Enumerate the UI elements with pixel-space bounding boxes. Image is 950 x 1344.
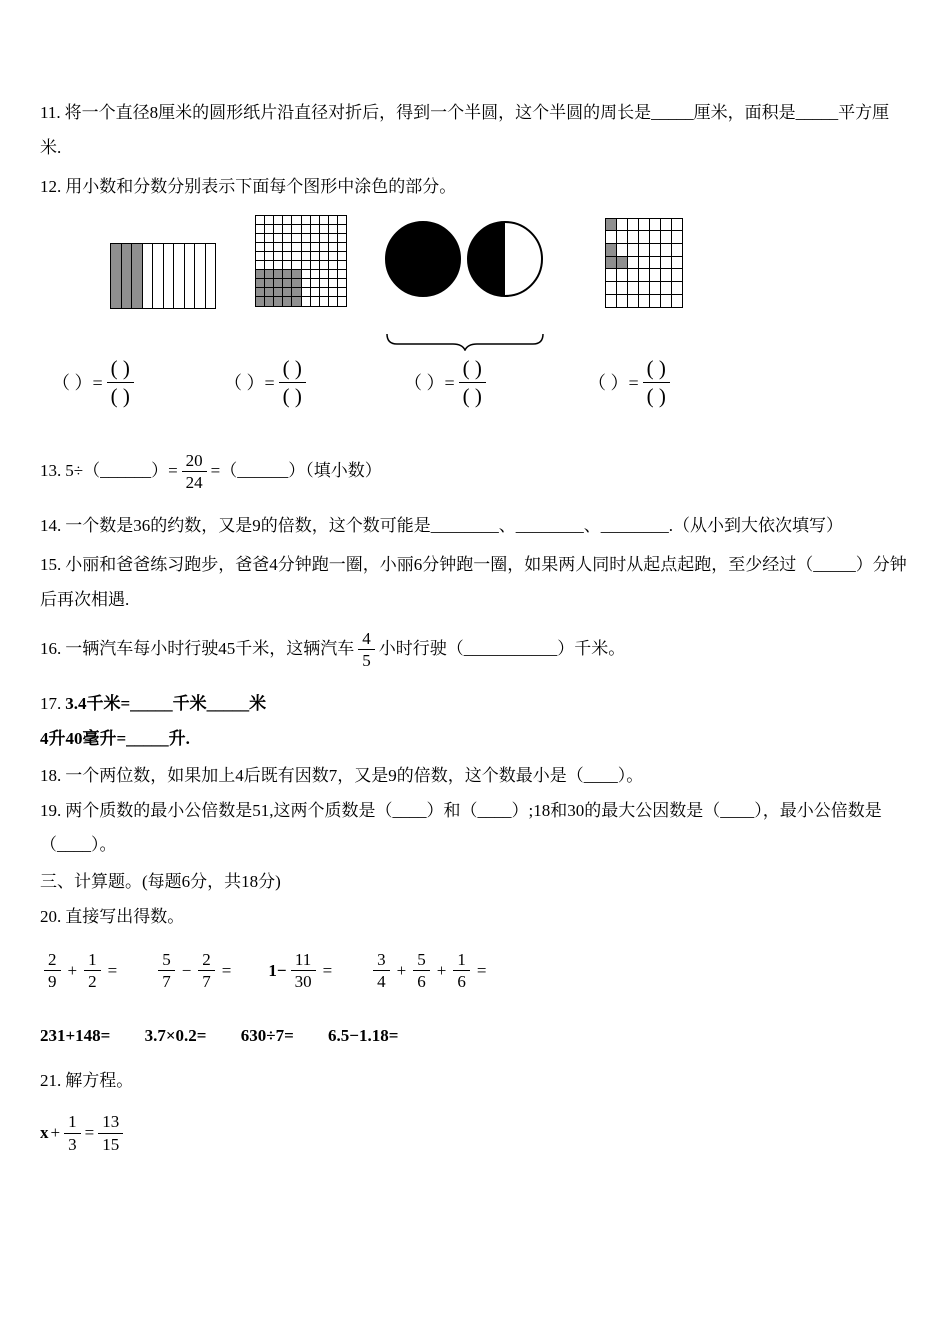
fraction-1-3 (64, 1111, 81, 1155)
grid-cell (628, 257, 638, 269)
grid-cell (329, 225, 337, 233)
grid-cell (606, 295, 616, 307)
grid-cell (628, 219, 638, 231)
denominator-blank: ( ) (643, 382, 670, 410)
grid-cell (672, 269, 682, 281)
numerator: 4 (362, 628, 371, 648)
answer-blank-fraction-4 (588, 355, 674, 411)
grid-cell (672, 231, 682, 243)
grid-cell (639, 282, 649, 294)
grid-cell (292, 261, 300, 269)
grid-cell (639, 295, 649, 307)
numerator: 1 (68, 1112, 77, 1132)
grid-cell (650, 244, 660, 256)
question-21-number: 21. (40, 1071, 62, 1091)
shaded-cell (274, 270, 282, 278)
grid-cell (311, 288, 319, 296)
grid-cell (329, 297, 337, 305)
grid-cell (320, 297, 328, 305)
grid-cell (283, 225, 291, 233)
question-12-text: 用小数和分数分别表示下面每个图形中涂色的部分。 (65, 176, 457, 196)
grid-cell (639, 219, 649, 231)
grid-cell (338, 243, 346, 251)
question-14-number: 14. (40, 516, 62, 536)
shaded-cell (265, 270, 273, 278)
question-19-text: 两个质数的最小公倍数是51,这两个质数是（____）和（____）;18和30的最大公因数是（____），最小公倍数是（____）。 (40, 800, 882, 855)
grid-cell (265, 261, 273, 269)
question-13-post: =（______）（填小数） (210, 460, 382, 480)
grid-cell (292, 252, 300, 260)
grid-cell (320, 243, 328, 251)
question-11-number: 11. (40, 103, 61, 122)
grid-cell (617, 231, 627, 243)
grid-cell (302, 297, 310, 305)
numerator: 2 (202, 949, 211, 969)
empty-fraction (279, 355, 306, 411)
figure-strip-grid (110, 243, 216, 309)
shaded-cell (274, 288, 282, 296)
question-14 (40, 509, 910, 544)
question-11 (40, 96, 910, 166)
minus-operator: − (181, 960, 192, 980)
grid-cell (185, 244, 195, 308)
arith-expression: 3.7×0.2= (144, 1026, 207, 1046)
question-20 (40, 900, 910, 935)
denominator: 4 (373, 970, 390, 992)
grid-cell (320, 225, 328, 233)
fraction-4-5 (358, 628, 375, 672)
underbrace-icon (385, 331, 545, 351)
grid-cell (650, 295, 660, 307)
grid-cell (639, 244, 649, 256)
circle-fully-shaded (385, 221, 461, 297)
question-20-expressions (40, 949, 910, 993)
blank-equals: （ ）= (588, 373, 639, 394)
grid-cell (628, 295, 638, 307)
denominator: 3 (64, 1133, 81, 1155)
grid-cell (628, 282, 638, 294)
grid-cell (311, 225, 319, 233)
shaded-cell (256, 270, 264, 278)
question-13 (40, 450, 910, 494)
grid-cell (338, 234, 346, 242)
arith-expression: 630÷7= (240, 1026, 294, 1046)
question-18-number: 18. (40, 765, 62, 785)
equals-sign: = (476, 960, 487, 980)
shaded-cell (283, 270, 291, 278)
shaded-cell (132, 244, 142, 308)
question-18-text: 一个两位数，如果加上4后既有因数7，又是9的倍数，这个数最小是（____）。 (65, 765, 644, 785)
grid-cell (329, 216, 337, 224)
question-20-arithmetic-row (40, 1026, 910, 1046)
fraction (158, 949, 175, 993)
question-11-text: 将一个直径8厘米的圆形纸片沿直径对折后，得到一个半圆，这个半圆的周长是_____厘米，面积是_____平方厘米. (40, 103, 890, 157)
grid-cell (628, 231, 638, 243)
grid-cell (338, 252, 346, 260)
equals-sign: = (221, 960, 232, 980)
grid-cell (329, 270, 337, 278)
grid-cell (320, 216, 328, 224)
grid-cell (256, 225, 264, 233)
figure-hundred-grid (255, 215, 347, 307)
numerator: 11 (294, 949, 312, 969)
question-12-figures (40, 215, 910, 420)
grid-cell (639, 269, 649, 281)
denominator: 6 (453, 970, 470, 992)
equals-sign: = (322, 960, 333, 980)
grid-cell (265, 225, 273, 233)
denominator: 7 (198, 970, 215, 992)
shaded-cell (274, 297, 282, 305)
shaded-cell (283, 279, 291, 287)
expression-3 (268, 949, 335, 993)
shaded-cell (606, 219, 616, 231)
grid-cell (302, 252, 310, 260)
shaded-cell (265, 297, 273, 305)
grid-cell (256, 243, 264, 251)
denominator-blank: ( ) (107, 382, 134, 410)
grid-cell (650, 231, 660, 243)
arith-expression: 231+148= (40, 1026, 111, 1046)
grid-cell (320, 261, 328, 269)
question-19 (40, 794, 910, 864)
grid-cell (256, 216, 264, 224)
blank-equals: （ ）= (52, 373, 103, 394)
denominator: 7 (158, 970, 175, 992)
grid-cell (672, 295, 682, 307)
circle-half-shaded (467, 221, 543, 297)
grid-cell (338, 261, 346, 269)
grid-cell (302, 225, 310, 233)
grid-cell (320, 279, 328, 287)
fraction-13-15 (98, 1111, 123, 1155)
grid-cell (274, 216, 282, 224)
answer-blank-fraction-1 (52, 355, 138, 411)
question-17 (40, 687, 910, 757)
grid-cell (274, 243, 282, 251)
grid-cell (283, 252, 291, 260)
question-18 (40, 759, 910, 794)
shaded-cell (292, 288, 300, 296)
question-13-number: 13. (40, 460, 62, 480)
grid-cell (206, 244, 216, 308)
question-21-equation (40, 1111, 910, 1155)
grid-cell (311, 261, 319, 269)
grid-cell (606, 269, 616, 281)
grid-cell (302, 216, 310, 224)
grid-cell (338, 270, 346, 278)
grid-cell (265, 234, 273, 242)
grid-cell (338, 279, 346, 287)
grid-cell (274, 252, 282, 260)
grid-cell (311, 297, 319, 305)
grid-cell (650, 282, 660, 294)
grid-cell (302, 288, 310, 296)
equals-sign: = (107, 960, 118, 980)
question-16 (40, 628, 910, 672)
expression-2 (154, 949, 234, 993)
grid-cell (661, 257, 671, 269)
grid-cell (661, 295, 671, 307)
figure-circles (385, 221, 543, 297)
numerator: 1 (457, 949, 466, 969)
shaded-cell (111, 244, 121, 308)
grid-cell (661, 244, 671, 256)
grid-cell (338, 288, 346, 296)
fraction (198, 949, 215, 993)
numerator-blank: ( ) (282, 355, 302, 380)
grid-cell (672, 282, 682, 294)
grid-cell (302, 261, 310, 269)
question-21 (40, 1064, 910, 1099)
grid-cell (672, 244, 682, 256)
shaded-cell (292, 279, 300, 287)
grid-cell (256, 261, 264, 269)
section-3-header (40, 865, 910, 900)
one-minus: 1− (268, 960, 287, 980)
question-12-number: 12. (40, 176, 62, 196)
shaded-cell (265, 279, 273, 287)
grid-cell (311, 252, 319, 260)
grid-cell (617, 269, 627, 281)
grid-cell (650, 269, 660, 281)
shaded-cell (292, 270, 300, 278)
question-16-post: 小时行驶（___________）千米。 (378, 638, 626, 658)
grid-cell (672, 257, 682, 269)
grid-cell (143, 244, 153, 308)
plus-operator: + (67, 960, 78, 980)
grid-cell (606, 282, 616, 294)
plus-operator: + (396, 960, 407, 980)
denominator: 2 (84, 970, 101, 992)
grid-cell (320, 234, 328, 242)
shaded-cell (606, 257, 616, 269)
fraction (413, 949, 430, 993)
question-17-number: 17. (40, 694, 62, 714)
grid-cell (265, 252, 273, 260)
expression-1 (40, 949, 120, 993)
question-19-number: 19. (40, 800, 62, 820)
grid-cell (320, 252, 328, 260)
denominator: 6 (413, 970, 430, 992)
grid-cell (265, 243, 273, 251)
blank-equals: （ ）= (404, 373, 455, 394)
grid-cell (617, 219, 627, 231)
grid-cell (265, 216, 273, 224)
empty-fraction (107, 355, 134, 411)
grid-cell (174, 244, 184, 308)
blank-equals: （ ）= (224, 373, 275, 394)
numerator-blank: ( ) (110, 355, 130, 380)
grid-cell (311, 216, 319, 224)
grid-cell (256, 234, 264, 242)
grid-cell (311, 279, 319, 287)
grid-cell (329, 261, 337, 269)
grid-cell (650, 219, 660, 231)
grid-cell (256, 252, 264, 260)
arith-expression: 6.5−1.18= (328, 1026, 399, 1046)
grid-cell (311, 234, 319, 242)
grid-cell (283, 234, 291, 242)
grid-cell (628, 244, 638, 256)
denominator: 15 (98, 1133, 123, 1155)
plus-operator: + (436, 960, 447, 980)
grid-cell (164, 244, 174, 308)
grid-cell (329, 279, 337, 287)
grid-cell (672, 219, 682, 231)
shaded-cell (292, 297, 300, 305)
shaded-cell (283, 288, 291, 296)
grid-cell (628, 269, 638, 281)
denominator: 24 (182, 471, 207, 493)
question-12 (40, 170, 910, 205)
fraction (373, 949, 390, 993)
grid-cell (274, 261, 282, 269)
grid-cell (338, 216, 346, 224)
empty-fraction (643, 355, 670, 411)
shaded-cell (283, 297, 291, 305)
grid-cell (661, 219, 671, 231)
grid-cell (650, 257, 660, 269)
section-3-title: 三、计算题。(每题6分，共18分) (40, 872, 281, 892)
grid-cell (338, 297, 346, 305)
grid-cell (639, 257, 649, 269)
grid-cell (320, 288, 328, 296)
variable-x: x (40, 1122, 49, 1142)
grid-cell (617, 244, 627, 256)
question-17-line2: 4升40毫升=_____升. (40, 728, 190, 748)
grid-cell (292, 234, 300, 242)
grid-cell (606, 231, 616, 243)
denominator: 5 (358, 649, 375, 671)
grid-cell (320, 270, 328, 278)
shaded-cell (122, 244, 132, 308)
answer-blank-fraction-2 (224, 355, 310, 411)
plus-operator: + (50, 1122, 61, 1142)
question-16-pre: 一辆汽车每小时行驶45千米，这辆汽车 (65, 638, 355, 658)
question-16-number: 16. (40, 638, 62, 658)
shaded-cell (617, 257, 627, 269)
grid-cell (338, 225, 346, 233)
question-13-pre: 5÷（______）= (65, 460, 178, 480)
question-15-text: 小丽和爸爸练习跑步，爸爸4分钟跑一圈，小丽6分钟跑一圈，如果两人同时从起点起跑，至少经过（_____）分钟后再次相遇. (40, 554, 907, 609)
question-20-number: 20. (40, 907, 62, 927)
shaded-cell (256, 279, 264, 287)
grid-cell (283, 243, 291, 251)
numerator: 2 (48, 949, 57, 969)
shaded-cell (265, 288, 273, 296)
grid-cell (302, 279, 310, 287)
grid-cell (329, 288, 337, 296)
numerator: 1 (88, 949, 97, 969)
equals-sign: = (84, 1122, 95, 1142)
grid-cell (302, 270, 310, 278)
denominator: 9 (44, 970, 61, 992)
denominator-blank: ( ) (459, 382, 486, 410)
grid-cell (292, 243, 300, 251)
grid-cell (329, 252, 337, 260)
numerator: 3 (377, 949, 386, 969)
grid-cell (639, 231, 649, 243)
grid-cell (311, 243, 319, 251)
question-20-text: 直接写出得数。 (65, 907, 185, 927)
answer-blank-fraction-3 (404, 355, 490, 411)
numerator: 5 (417, 949, 426, 969)
grid-cell (329, 243, 337, 251)
denominator-blank: ( ) (279, 382, 306, 410)
grid-cell (661, 231, 671, 243)
denominator: 30 (291, 970, 316, 992)
grid-cell (302, 234, 310, 242)
fraction (291, 949, 316, 993)
question-15 (40, 548, 910, 618)
numerator-blank: ( ) (462, 355, 482, 380)
question-14-text: 一个数是36的约数，又是9的倍数，这个数可能是________、________、________.（从小到大依次填写） (65, 516, 843, 536)
numerator: 20 (185, 450, 203, 470)
figure-small-grid (605, 218, 683, 308)
question-17-line1: 3.4千米=_____千米_____米 (65, 694, 267, 714)
shaded-cell (256, 297, 264, 305)
grid-cell (283, 216, 291, 224)
question-21-text: 解方程。 (65, 1071, 134, 1091)
shaded-cell (256, 288, 264, 296)
expression-4 (369, 949, 489, 993)
grid-cell (292, 216, 300, 224)
grid-cell (617, 295, 627, 307)
question-15-number: 15. (40, 554, 62, 574)
grid-cell (274, 225, 282, 233)
fraction (84, 949, 101, 993)
grid-cell (302, 243, 310, 251)
fraction (44, 949, 61, 993)
grid-cell (195, 244, 205, 308)
grid-cell (283, 261, 291, 269)
grid-cell (661, 269, 671, 281)
numerator: 13 (102, 1112, 120, 1132)
empty-fraction (459, 355, 486, 411)
grid-cell (274, 234, 282, 242)
grid-cell (153, 244, 163, 308)
grid-cell (292, 225, 300, 233)
fraction (453, 949, 470, 993)
grid-cell (661, 282, 671, 294)
fraction-20-24 (182, 450, 207, 494)
grid-cell (311, 270, 319, 278)
shaded-cell (606, 244, 616, 256)
grid-cell (329, 234, 337, 242)
shaded-cell (274, 279, 282, 287)
numerator-blank: ( ) (646, 355, 666, 380)
numerator: 5 (162, 949, 171, 969)
grid-cell (617, 282, 627, 294)
